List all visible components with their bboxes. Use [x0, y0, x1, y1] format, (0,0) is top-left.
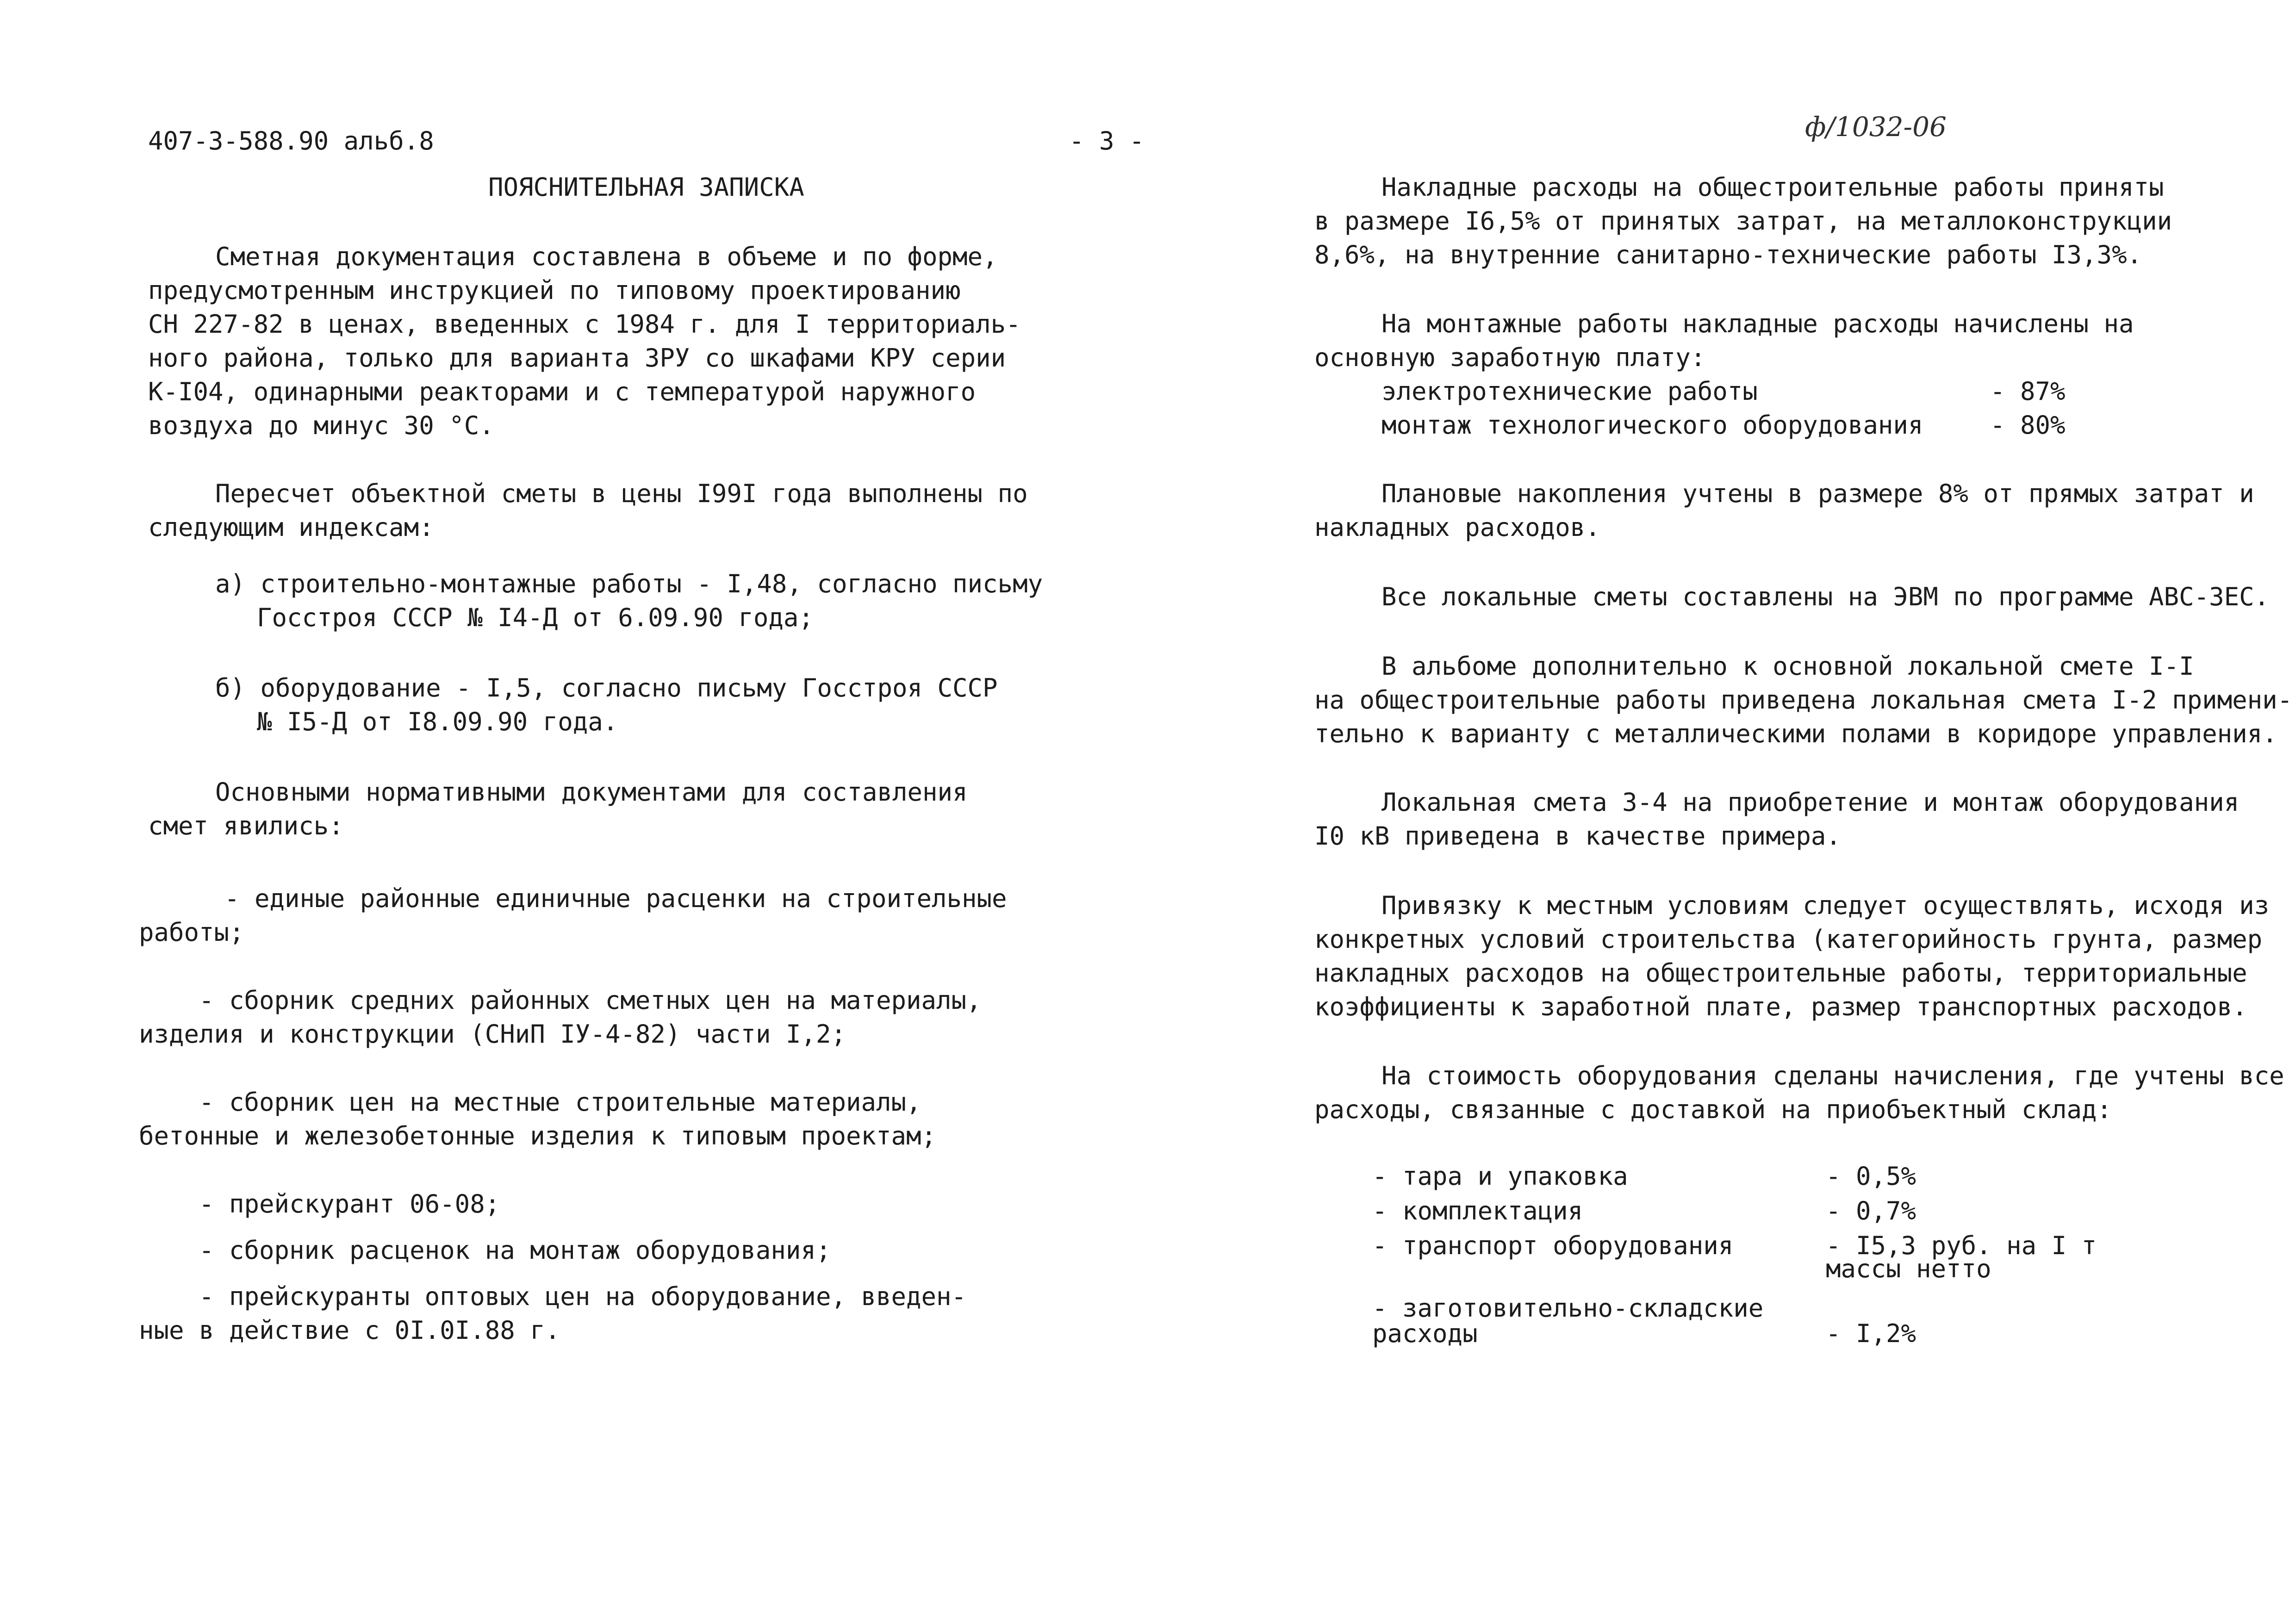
text-line: К-I04, одинарными реакторами и с температурой наружного — [148, 377, 976, 406]
text-line: а) строительно-монтажные работы - I,48, согласно письму — [215, 569, 1043, 598]
text-line: Локальная смета 3-4 на приобретение и монтаж оборудования — [1381, 788, 2240, 817]
list-item: - сборник цен на местные строительные материалы, — [199, 1088, 921, 1117]
list-item: работы; — [139, 918, 244, 947]
paragraph-computer: Все локальные сметы составлены на ЭВМ по программе АВС-ЗЕС. — [1381, 582, 2270, 611]
text-line: 8,6%, на внутренние санитарно-технические работы I3,3%. — [1314, 240, 2142, 269]
text-line: № I5-Д от I8.09.90 года. — [257, 707, 618, 736]
rate-label: монтаж технологического оборудования — [1381, 410, 1923, 440]
text-line: СН 227-82 в ценах, введенных с 1984 г. для I территориаль- — [148, 310, 1021, 339]
charge-value: - 0,5% — [1826, 1162, 1916, 1191]
rate-label: электротехнические работы — [1381, 377, 1758, 406]
text-line: На монтажные работы накладные расходы начислены на — [1381, 309, 2134, 338]
page-number: - 3 - — [1069, 126, 1145, 155]
page-title: ПОЯСНИТЕЛЬНАЯ ЗАПИСКА — [488, 173, 804, 202]
text-line: ного района, только для варианта ЗРУ со шкафами КРУ серии — [148, 343, 1006, 373]
text-line: В альбоме дополнительно к основной локальной смете I-I — [1381, 652, 2194, 681]
text-line: Накладные расходы на общестроительные работы приняты — [1381, 173, 2164, 202]
text-line: в размере I6,5% от принятых затрат, на металлоконструкции — [1314, 206, 2172, 236]
text-line: Госстроя СССР № I4-Д от 6.09.90 года; — [257, 603, 814, 632]
text-line: Привязку к местным условиям следует осуществлять, исходя из — [1381, 891, 2270, 920]
text-line: смет явились: — [148, 811, 344, 840]
text-line: конкретных условий строительства (категорийность грунта, размер — [1314, 925, 2263, 954]
charge-label: расходы — [1372, 1319, 1478, 1348]
text-line: б) оборудование - I,5, согласно письму Госстроя СССР — [215, 673, 998, 703]
list-item: - сборник средних районных сметных цен на материалы, — [199, 986, 982, 1015]
text-line: на общестроительные работы приведена локальная смета I-2 примени- — [1314, 685, 2293, 715]
charge-label: - транспорт оборудования — [1372, 1231, 1734, 1260]
text-line: Плановые накопления учтены в размере 8% от прямых затрат и — [1381, 479, 2254, 508]
list-item: ные в действие с 0I.0I.88 г. — [139, 1316, 560, 1345]
charge-value: - 0,7% — [1826, 1196, 1916, 1225]
text-line: следующим индексам: — [148, 513, 434, 542]
list-item: изделия и конструкции (СНиП IУ-4-82) части I,2; — [139, 1020, 846, 1049]
list-item: - единые районные единичные расценки на строительные — [224, 884, 1007, 913]
text-line: предусмотренным инструкцией по типовому проектированию — [148, 276, 961, 305]
text-line: Основными нормативными документами для составления — [215, 777, 968, 807]
text-line: Пересчет объектной сметы в цены I99I года выполнены по — [215, 479, 1028, 508]
charge-label: - тара и упаковка — [1372, 1162, 1628, 1191]
list-item: бетонные и железобетонные изделия к типовым проектам; — [139, 1121, 937, 1150]
text-line: основную заработную плату: — [1314, 343, 1706, 372]
document-code: 407-3-588.90 альб.8 — [148, 126, 434, 155]
text-line: расходы, связанные с доставкой на приобъектный склад: — [1314, 1095, 2112, 1124]
list-item: - прейскуранты оптовых цен на оборудование, введен- — [199, 1282, 967, 1311]
text-line: Сметная документация составлена в объеме и по форме, — [215, 242, 998, 271]
text-line: накладных расходов на общестроительные работы, территориальные — [1314, 958, 2247, 988]
rate-value: - 87% — [1990, 377, 2066, 406]
charge-label: - заготовительно-складские — [1372, 1293, 1764, 1323]
text-line: I0 кВ приведена в качестве примера. — [1314, 821, 1841, 851]
rate-value: - 80% — [1990, 410, 2066, 440]
list-item: - прейскурант 06-08; — [199, 1189, 500, 1219]
handwritten-mark: ф/1032-06 — [1805, 111, 1947, 143]
list-item: - сборник расценок на монтаж оборудования; — [199, 1236, 831, 1265]
text-line: воздуха до минус 30 °С. — [148, 411, 494, 440]
text-line: накладных расходов. — [1314, 513, 1600, 542]
charge-value: - I,2% — [1826, 1319, 1916, 1348]
charge-label: - комплектация — [1372, 1196, 1583, 1225]
charge-value: - I5,3 руб. на I т — [1826, 1231, 2097, 1260]
charge-value: массы нетто — [1826, 1254, 1991, 1283]
text-line: коэффициенты к заработной плате, размер транспортных расходов. — [1314, 992, 2247, 1021]
text-line: тельно к варианту с металлическими полами в коридоре управления. — [1314, 719, 2277, 748]
text-line: На стоимость оборудования сделаны начисления, где учтены все — [1381, 1061, 2284, 1090]
